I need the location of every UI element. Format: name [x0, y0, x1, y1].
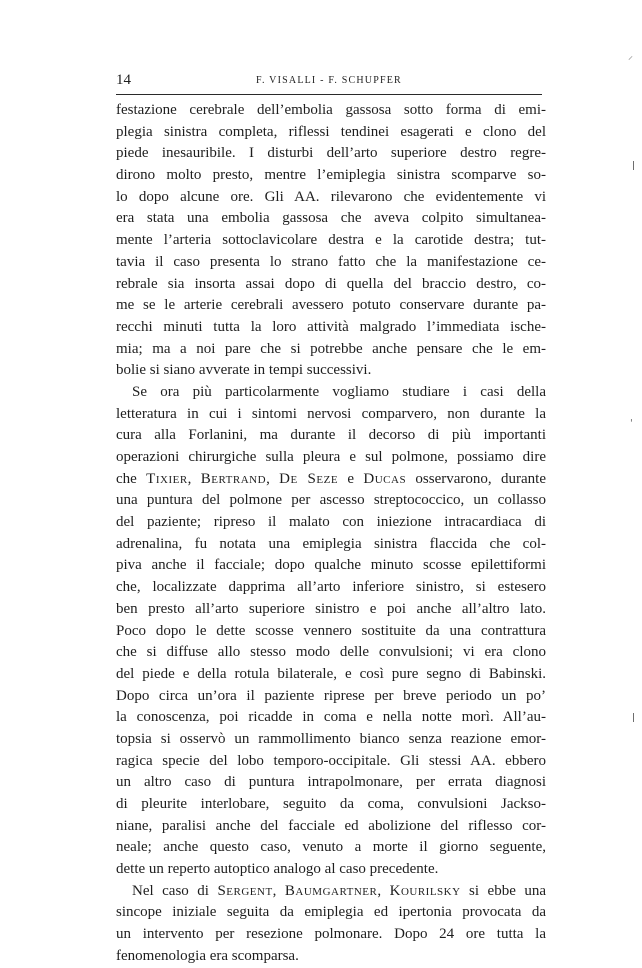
text-line: piede inesauribile. I disturbi dell’arto superiore destro regre- — [116, 145, 546, 162]
text-line: dirono molto presto, mentre l’emiplegia sinistra scomparve so- — [116, 167, 546, 184]
scan-mark: ' — [630, 418, 633, 429]
authors-prefix: Nel caso di — [132, 882, 218, 899]
separator: , — [272, 882, 285, 899]
authors-line — [116, 881, 546, 903]
text-line: sincope iniziale seguita da emiplegia ed ipertonia provocata da — [116, 904, 546, 921]
text-line: Dopo circa un’ora il paziente riprese per breve periodo un po’ — [116, 687, 546, 704]
text-line: dette un reperto autoptico analogo al caso precedente. — [116, 861, 439, 878]
separator: , — [377, 882, 390, 899]
separator: , — [187, 470, 201, 487]
text-line: plegia sinistra completa, riflessi tendinei esagerati e clono del — [116, 123, 546, 140]
page-number: 14 — [116, 72, 131, 88]
body-text — [116, 100, 546, 968]
text-line: ben presto all’arto superiore sinistro e poi anche all’altro lato. — [116, 600, 546, 617]
author-name: Kourilsky — [389, 882, 461, 899]
text-line: Poco dopo le dette scosse vennero sostituite da una contrattura — [116, 622, 546, 639]
author-name: Baumgartner — [284, 882, 378, 899]
scan-mark: ǀ — [632, 712, 635, 723]
scan-mark: ⸝ — [628, 51, 633, 62]
text-line: festazione cerebrale dell’embolia gassosa sotto forma di emi- — [116, 102, 546, 118]
text-line: una puntura del polmone per ascesso streptococcico, un collasso — [116, 492, 546, 509]
separator: , — [266, 470, 280, 487]
separator: e — [338, 470, 364, 487]
text-line: recchi minuti tutta la loro attività malgrado l’immediata ische- — [116, 318, 546, 335]
authors-line — [116, 469, 546, 491]
authors-suffix: osservarono, durante — [406, 470, 546, 487]
text-line: fenomenologia era scomparsa. — [116, 947, 299, 964]
authors-suffix: si ebbe una — [460, 882, 546, 899]
text-line: mente l’arteria sottoclavicolare destra e la carotide destra; tut- — [116, 232, 546, 249]
text-line: letteratura in cui i sintomi nervosi comparvero, non durante la — [116, 405, 546, 422]
text-line: niane, paralisi anche del facciale ed abolizione del riflesso cor- — [116, 817, 546, 834]
text-line: neale; anche questo caso, venuto a morte il giorno seguente, — [116, 839, 546, 856]
text-line: tavia il caso presenta lo strano fatto che la manifestazione ce- — [116, 253, 546, 270]
text-line: del piede e della rotula bilaterale, e così pure segno di Babinski. — [116, 665, 546, 682]
text-line: la conoscenza, poi ricadde in coma e nella notte morì. All’au- — [116, 709, 546, 726]
authors-prefix: che — [116, 470, 147, 487]
text-line: un altro caso di puntura intrapolmonare, per errata diagnosi — [116, 774, 546, 791]
text-line: bolie si siano avverate in tempi successivi. — [116, 362, 372, 379]
text-line: piva anche il facciale; dopo qualche minuto scosse epilettiformi — [116, 557, 546, 574]
text-line: lo dopo alcune ore. Gli AA. rilevarono che evidentemente vi — [116, 188, 546, 205]
text-line: di pleurite interlobare, seguito da coma, convulsioni Jackso- — [116, 796, 546, 812]
author-name: De Seze — [279, 470, 339, 487]
text-line: Se ora più particolarmente vogliamo studiare i casi della — [132, 383, 546, 400]
text-line: adrenalina, fu notata una emiplegia sinistra flaccida che col- — [116, 535, 546, 552]
text-line: un intervento per resezione polmonare. Dopo 24 ore tutta la — [116, 926, 546, 943]
text-line: topsia si osservò un rammollimento bianco senza reazione emor- — [116, 730, 546, 747]
text-line: ragica specie del lobo temporo-occipitale. Gli stessi AA. ebbero — [116, 752, 546, 769]
header-rule — [116, 94, 542, 95]
running-head: F. VISALLI - F. SCHUPFER — [256, 75, 402, 86]
author-name: Tixier — [146, 470, 188, 487]
author-name: Ducas — [363, 470, 407, 487]
text-line: che, localizzate dapprima all’arto inferiore sinistro, si estesero — [116, 579, 546, 596]
text-line: me se le arterie cerebrali avessero potuto conservare durante pa- — [116, 297, 546, 314]
text-line: che si diffuse allo stesso modo delle convulsioni; vi era clono — [116, 644, 546, 661]
text-line: cura alla Forlanini, ma durante il decorso di più importanti — [116, 427, 546, 444]
text-line: era stata una embolia gassosa che aveva colpito simultanea- — [116, 210, 546, 227]
scan-mark: ǀ — [632, 160, 635, 171]
text-line: rebrale sia insorta assai dopo di quella del braccio destro, co- — [116, 275, 546, 292]
author-name: Bertrand — [200, 470, 267, 487]
text-line: del paziente; ripreso il malato con iniezione intracardiaca di — [116, 514, 546, 531]
author-name: Sergent — [217, 882, 273, 899]
text-line: operazioni chirurgiche sulla pleura e sul polmone, possiamo dire — [116, 449, 546, 465]
page-header — [116, 72, 542, 90]
text-line: mia; ma a noi pare che si potrebbe anche pensare che le em- — [116, 340, 546, 357]
